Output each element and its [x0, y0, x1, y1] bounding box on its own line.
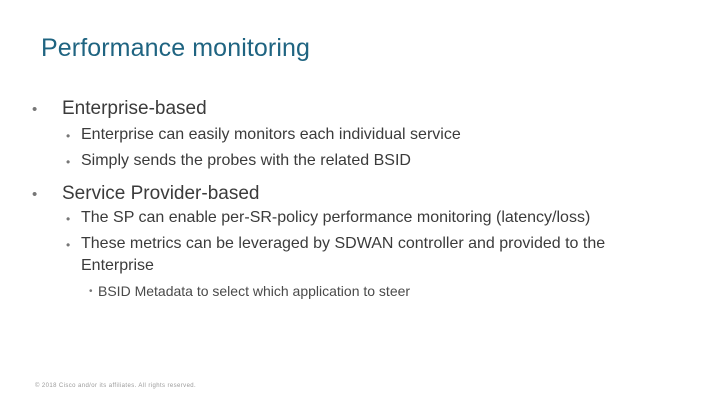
- bullet-icon: •: [89, 286, 93, 297]
- bullet-text: Enterprise can easily monitors each individual service: [81, 126, 461, 143]
- copyright-footer: © 2018 Cisco and/or its affiliates. All rights reserved.: [35, 383, 197, 389]
- bullet-icon: •: [32, 186, 38, 203]
- sub-bullet-continuation: [81, 257, 154, 275]
- bullet-service-provider-based: [32, 183, 260, 205]
- bullet-enterprise-based: [32, 98, 207, 120]
- bullet-text: Service Provider-based: [62, 183, 260, 204]
- bullet-text: Enterprise: [81, 257, 154, 274]
- bullet-text: These metrics can be leveraged by SDWAN controller and provided to the: [81, 235, 606, 252]
- bullet-text: The SP can enable per-SR-policy performance monitoring (latency/loss): [81, 209, 591, 226]
- bullet-text: Enterprise-based: [62, 98, 207, 119]
- sub-sub-bullet-bsid-metadata: [89, 283, 411, 299]
- bullet-icon: •: [32, 101, 38, 118]
- bullet-icon: •: [66, 155, 71, 169]
- bullet-text: BSID Metadata to select which application to steer: [98, 283, 411, 299]
- sub-bullet-sends-probes: [66, 152, 411, 170]
- bullet-icon: •: [66, 212, 71, 226]
- slide-title: Performance monitoring: [41, 34, 310, 62]
- bullet-text: Simply sends the probes with the related BSID: [81, 152, 411, 169]
- bullet-icon: •: [66, 238, 71, 252]
- sub-bullet-sp-performance-monitoring: [66, 209, 591, 227]
- bullet-icon: •: [66, 129, 71, 143]
- sub-bullet-metrics-sdwan: [66, 235, 606, 253]
- sub-bullet-enterprise-monitors: [66, 126, 461, 144]
